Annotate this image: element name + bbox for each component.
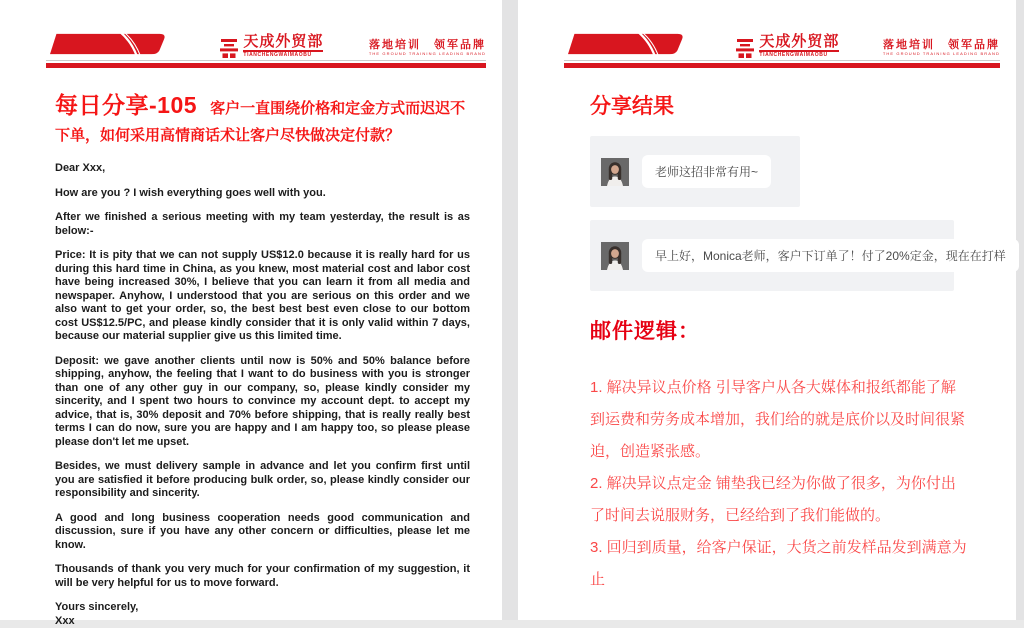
email-logic-heading: 邮件逻辑：	[590, 319, 700, 343]
email-logic-list	[590, 372, 968, 596]
chat-bubble: 老师这招非常有用~	[642, 155, 771, 188]
brand-logo	[219, 34, 323, 58]
brand-swoosh-icon	[564, 32, 692, 56]
woman-avatar-icon	[601, 158, 629, 186]
email-paragraph: How are you ? I wish everything goes well with you.	[55, 186, 326, 199]
share-result-title: 分享结果	[590, 95, 674, 118]
brand-name-pinyin: TIANCHENGWAIMAOBU	[243, 50, 323, 58]
brand-swoosh-icon	[46, 32, 174, 56]
chat-message	[590, 220, 1006, 291]
brand-tagline-en: THE GROUND TRAINING LEADING BRAND	[368, 51, 486, 57]
email-paragraph: After we finished a serious meeting with my team yesterday, the result is as below:-	[55, 211, 470, 237]
page-gutter	[502, 0, 518, 620]
brand-tagline-cn: 落地培训 领军品牌	[368, 39, 486, 52]
page-left	[0, 0, 502, 627]
header-divider	[46, 60, 486, 61]
brand-logo-icon	[735, 38, 755, 58]
share-result-content	[518, 68, 1016, 596]
page-header	[518, 0, 1016, 68]
email-body	[55, 162, 470, 628]
daily-share-title	[55, 88, 470, 148]
brand-name-pinyin: TIANCHENGWAIMAOBU	[759, 50, 839, 58]
brand-name: 天成外贸部	[243, 33, 324, 50]
email-paragraph: A good and long business cooperation needs good communication and discussion, sure if you have any other concern or difficulties, please let me know.	[55, 511, 470, 551]
email-logic-item: 3. 回归到质量，给客户保证，大货之前发样品发到满意为止	[590, 539, 967, 588]
avatar	[601, 242, 629, 270]
avatar	[601, 158, 629, 186]
daily-share-subtitle: 客户一直围绕价格和定金方式而迟迟不下单，如何采用高情商话术让客户尽快做决定付款？	[55, 100, 466, 144]
page-header	[0, 0, 502, 68]
email-paragraph: Thousands of thank you very much for your confirmation of my suggestion, it will be very helpful for us to move forward.	[55, 563, 470, 589]
page-right	[518, 0, 1016, 620]
brand-logo	[735, 34, 839, 58]
daily-share-content	[0, 68, 502, 628]
email-closing: Yours sincerely,	[55, 601, 139, 614]
email-paragraph: Deposit: we gave another clients until now is 50% and 50% balance before shipping, anyhow, the feeling that I want to do business with you is stronger than one of any other guy in our company, so, please kindly consider my sincerity, and I spent two hours to convince my account dept. to accept my advice, that is, 30% deposit and 70% before shipping, that is really really best terms I can do now, sure you are happy and I am happy too, so please please please don't let me upset.	[55, 354, 470, 448]
header-divider	[564, 60, 1000, 61]
brand-logo-icon	[219, 38, 239, 58]
right-edge-strip	[1016, 0, 1024, 620]
email-signature: Xxx	[55, 614, 75, 627]
woman-avatar-icon	[601, 242, 629, 270]
chat-message	[590, 136, 800, 207]
email-logic-item: 1. 解决异议点价格 引导客户从各大媒体和报纸都能了解到运费和劳务成本增加，我们给的就是底价以及时间很紧迫，创造紧张感。	[590, 379, 966, 460]
email-paragraph: Besides, we must delivery sample in advance and let you confirm first until you are satisfied it before producing bulk order, so, please kindly consider our responsibility and sincerity.	[55, 460, 470, 500]
brand-name: 天成外贸部	[759, 33, 840, 50]
email-salutation: Dear Xxx,	[55, 162, 106, 175]
email-paragraph: Price: It is pity that we can not supply US$12.0 because it is really hard for us during this hard time in China, as you knew, most material cost and labor cost have being increased 30%, I believe that you can learn it from all media and newspaper. Anyhow, I understood that you are serious on this order and we also want to get your order, so, the best best best even close to our bottom cost US$12.5/PC, and please kindly consider that it is only valid within 7 days, because our material supplier give us this limited time.	[55, 249, 470, 343]
brand-tagline-en: THE GROUND TRAINING LEADING BRAND	[882, 51, 1000, 57]
daily-share-title-number: 每日分享-105	[55, 92, 198, 118]
chat-bubble: 早上好，Monica老师，客户下订单了！付了20%定金，现在在打样	[642, 239, 1019, 272]
brand-tagline	[883, 39, 1000, 57]
brand-tagline-cn: 落地培训 领军品牌	[882, 39, 1000, 52]
email-logic-item: 2. 解决异议点定金 铺垫我已经为你做了很多，为你付出了时间去说服财务，已经给到了我们能做的。	[590, 475, 956, 524]
brand-tagline	[369, 39, 486, 57]
